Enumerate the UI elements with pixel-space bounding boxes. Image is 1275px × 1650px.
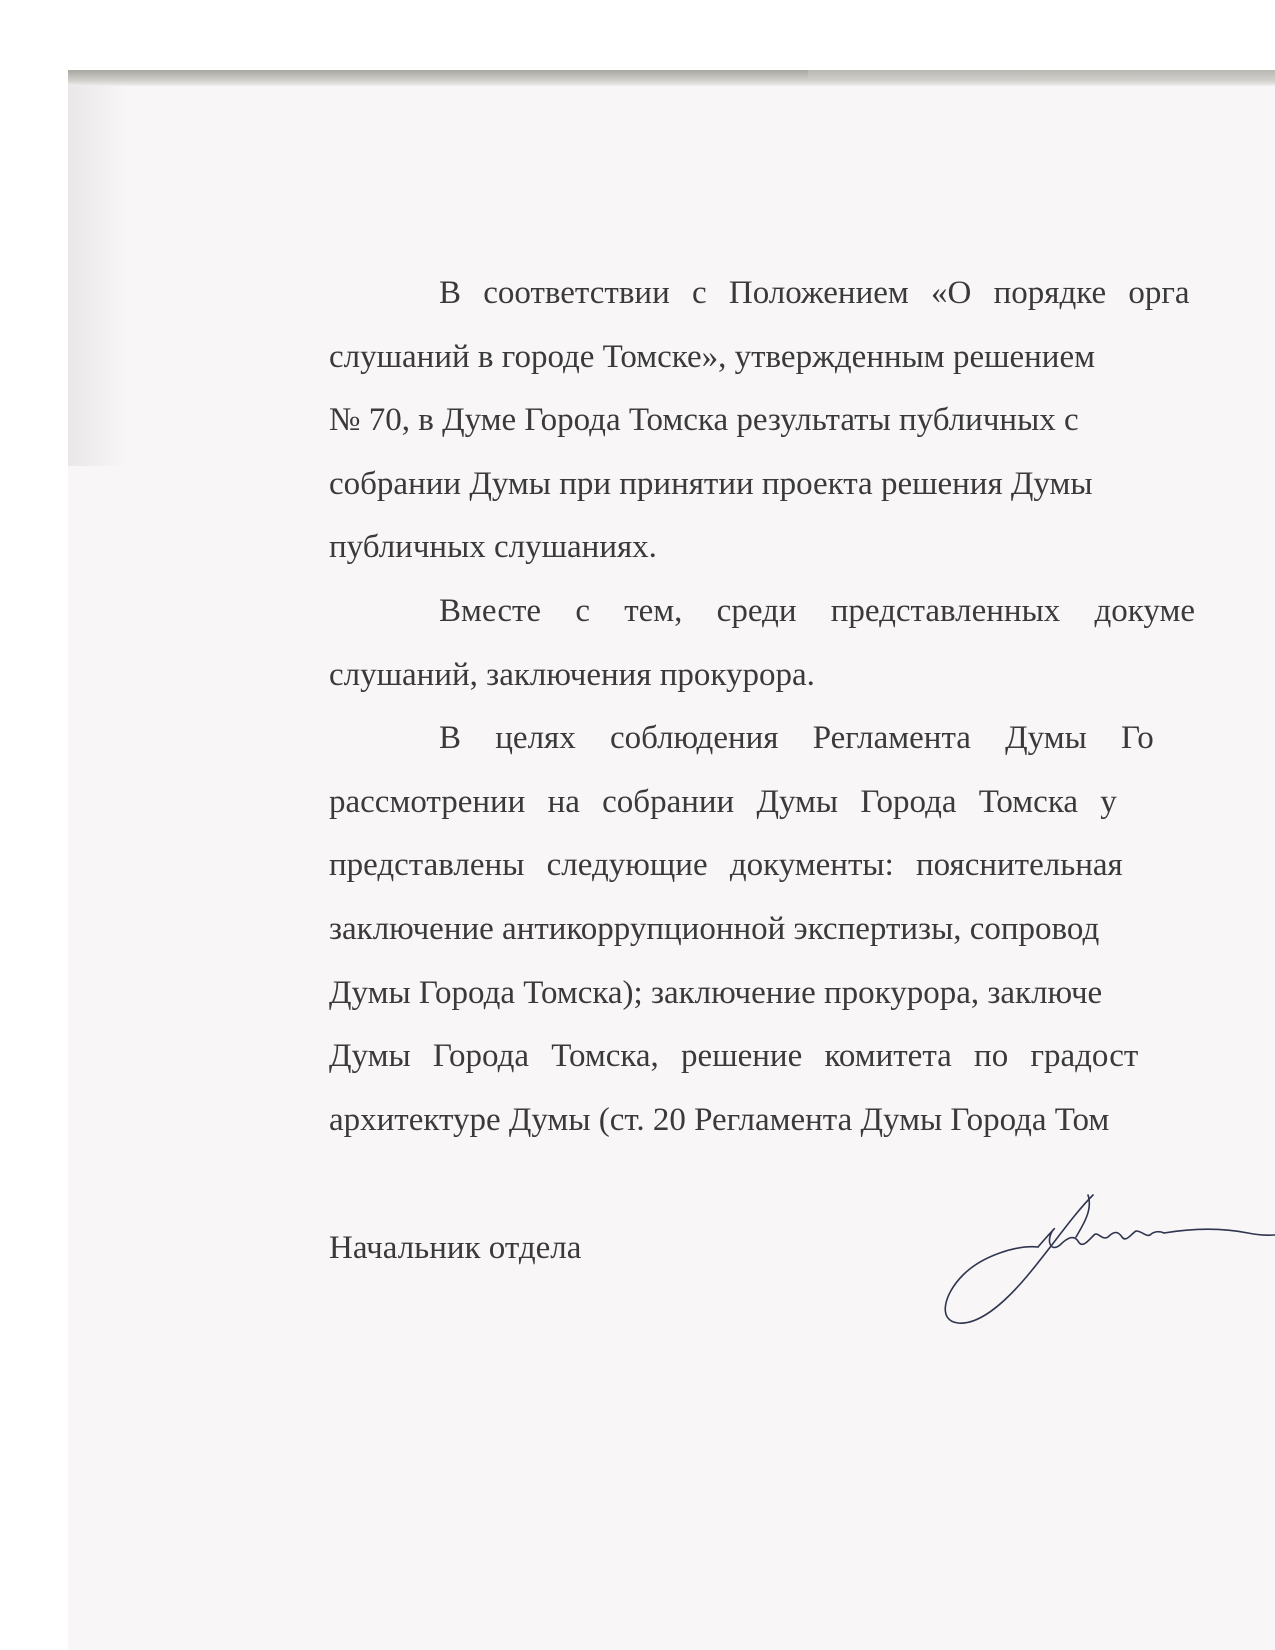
paragraph-3-line-6: Думы Города Томска, решение комитета по градост (329, 1038, 1139, 1075)
page-left-shadow (68, 86, 128, 466)
letter-body (329, 262, 1275, 1152)
paragraph-3-line-7: архитектуре Думы (ст. 20 Регламента Думы Города Том (329, 1101, 1110, 1138)
paragraph-1-line-4: собрании Думы при принятии проекта решения Думы (329, 465, 1093, 502)
paragraph-2-line-2: слушаний, заключения прокурора. (329, 656, 815, 693)
paragraph-1-line-2: слушаний в городе Томске», утвержденным решением (329, 338, 1095, 375)
paragraph-3-line-4: заключение антикоррупционной экспертизы, сопровод (329, 910, 1100, 947)
paragraph-1-line-5: публичных слушаниях. (329, 529, 657, 566)
paragraph-3-line-1: В целях соблюдения Регламента Думы Го (439, 720, 1154, 757)
paragraph-1-line-3: № 70, в Думе Города Томска результаты публичных с (329, 402, 1079, 439)
paragraph-2-line-1: Вместе с тем, среди представленных докуме (439, 592, 1195, 629)
scanned-page (68, 70, 1275, 1650)
page-top-edge-shadow (68, 70, 1275, 86)
paragraph-3-line-3: представлены следующие документы: пояснительная (329, 847, 1123, 884)
signatory-title: Начальник отдела (329, 1230, 582, 1266)
paragraph-3-line-2: рассмотрении на собрании Думы Города Томска у (329, 783, 1117, 820)
paragraph-3-line-5: Думы Города Томска); заключение прокурора, заключе (329, 974, 1103, 1011)
paragraph-1-line-1: В соответствии с Положением «О порядке орга (439, 275, 1190, 311)
handwritten-signature (888, 1175, 1275, 1335)
